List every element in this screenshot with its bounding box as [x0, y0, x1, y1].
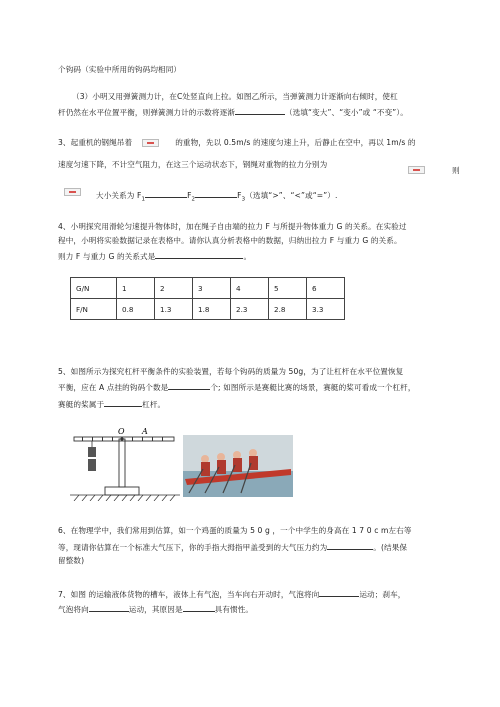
answer-blank[interactable] [235, 106, 285, 115]
answer-blank[interactable] [145, 189, 187, 198]
table-cell: 5 [269, 278, 307, 299]
q3-f-label: 大小关系为 F [96, 191, 142, 200]
q4-line2 [58, 236, 458, 246]
q5-text-b: 平衡，应在 A 点挂的钩码个数是 [58, 383, 169, 392]
q2-part3-line2 [58, 106, 458, 118]
formula-image-icon [142, 139, 159, 147]
q2-tail-line [58, 65, 458, 75]
ground-hatching [70, 495, 180, 501]
table-cell: 3 [193, 278, 231, 299]
q5-text-d: 赛艇的桨属于 [58, 400, 105, 409]
subscript: 1 [141, 196, 146, 203]
q3-line2 [58, 160, 458, 170]
q7-text-b: 运动；刹车， [359, 590, 406, 599]
q3-f-label: F [187, 191, 192, 200]
q5-line1 [58, 367, 458, 377]
q5-line2 [58, 381, 458, 393]
q4-text-c: 则力 F 与重力 G 的关系式是 [58, 252, 156, 261]
q3-line1 [58, 138, 458, 148]
table-cell: 2.8 [269, 299, 307, 320]
label-a: A [142, 427, 148, 436]
answer-blank[interactable] [195, 189, 237, 198]
lever-base [105, 487, 139, 495]
q7-line2 [58, 603, 458, 615]
table-cell: 1.3 [155, 299, 193, 320]
q7-text-e: 具有惯性。 [214, 605, 254, 614]
table-cell: 2.3 [231, 299, 269, 320]
answer-blank[interactable] [168, 381, 210, 390]
data-table [70, 277, 345, 320]
q3-text-b: 的重物，先以 0.5m/s 的速度匀速上升，后静止在空中，再以 1m/s 的 [175, 138, 416, 147]
q5-text-a: 5、如图所示为探究杠杆平衡条件的实验装置，若每个钩码的质量为 50g，为了让杠杆在水平位置恢复 [58, 367, 404, 376]
q7-text-a: 7、如图 的运输液体货物的槽车，液体上有气泡，当车向右开动时，气泡将向 [58, 590, 320, 599]
q4-line3 [58, 250, 458, 262]
answer-blank[interactable] [319, 588, 359, 597]
q2-part3-line1 [72, 92, 472, 102]
weight-block [88, 459, 96, 471]
q6-text-d: 留整数) [58, 556, 85, 565]
q4-line1 [58, 222, 458, 232]
pivot-point [120, 437, 123, 440]
formula-image-icon [64, 188, 81, 196]
q3-f-label: F [237, 191, 242, 200]
lever-stand [119, 439, 125, 487]
q6-line1 [58, 526, 458, 536]
weight-block [88, 447, 96, 457]
answer-blank[interactable] [89, 603, 129, 612]
q4-text-b: 程中，小明将实验数据记录在表格中。请你认真分析表格中的数据，归纳出拉力 F 与重力 G 的关系。 [58, 236, 402, 245]
q3-line3 [96, 189, 496, 205]
q3-text-a: 3、起重机的钢绳吊着 [58, 138, 133, 147]
q6-line2 [58, 541, 458, 553]
q2-part3-text-a: （3）小明又用弹簧测力计，在C处竖直向上拉。如图乙所示，当弹簧测力计逐渐向右倾时，使杠 [72, 92, 398, 101]
q4-text-a: 4、小明探究用滑轮匀速提升物体时，加在绳子自由端的拉力 F 与所提升物体重力 G 的关系。在实验过 [58, 222, 407, 231]
table-cell: 0.8 [117, 299, 155, 320]
subscript: 3 [241, 196, 246, 203]
q7-text-d: 运动，其原因是 [128, 605, 183, 614]
table-cell: 6 [307, 278, 345, 299]
answer-blank[interactable] [104, 398, 142, 407]
table-cell: 1 [117, 278, 155, 299]
table-header-cell: F/N [71, 299, 117, 320]
answer-blank[interactable] [155, 250, 243, 259]
q5-line3 [58, 398, 458, 410]
q6-text-c: 。(结果保 [373, 543, 408, 552]
q3-then [452, 166, 472, 176]
subscript: 2 [191, 196, 196, 203]
formula-image-icon [408, 166, 425, 174]
answer-blank[interactable] [327, 541, 373, 550]
lever-apparatus-figure [70, 425, 182, 501]
table-header-cell: G/N [71, 278, 117, 299]
q7-line1 [58, 588, 458, 600]
q3-text-d: 则 [452, 166, 460, 175]
q3-text-c: 速度匀速下降，不计空气阻力，在这三个运动状态下，钢绳对重物的拉力分别为 [58, 160, 328, 169]
q6-text-a: 6、在物理学中，我们常用到估算，如一个鸡蛋的质量为 5 0 g ，一个中学生的身高在 1 7 0 c m左右等 [58, 526, 412, 535]
table-cell: 3.3 [307, 299, 345, 320]
rowing-race-photo [183, 435, 293, 497]
answer-blank[interactable] [183, 603, 215, 612]
q2-tail-text: 个钩码（实验中所用的钩码均相同） [58, 65, 182, 74]
q3-text-e: （选填“>”、“<”或“=”）. [245, 191, 338, 200]
q6-line3 [58, 556, 458, 566]
label-o: O [118, 427, 125, 436]
q5-text-e: 杠杆。 [142, 400, 166, 409]
table-row [71, 278, 345, 299]
q4-text-d: 。 [243, 252, 252, 261]
q5-text-c: 个; 如图所示是赛艇比赛的场景，赛艇的桨可看成一个杠杆， [210, 383, 416, 392]
q7-text-c: 气泡将向 [58, 605, 89, 614]
q2-part3-text-c: （选填“变大”、“变小”或 “不变”）。 [284, 108, 408, 117]
q6-text-b: 等，现请你估算在一个标准大气压下，你的手指大拇指甲盖受到的大气压力约为 [58, 543, 328, 552]
table-cell: 2 [155, 278, 193, 299]
table-cell: 1.8 [193, 299, 231, 320]
table-row [71, 299, 345, 320]
table-cell: 4 [231, 278, 269, 299]
q2-part3-text-b: 杆仍然在水平位置平衡，则弹簧测力计的示数将逐渐 [58, 108, 235, 117]
